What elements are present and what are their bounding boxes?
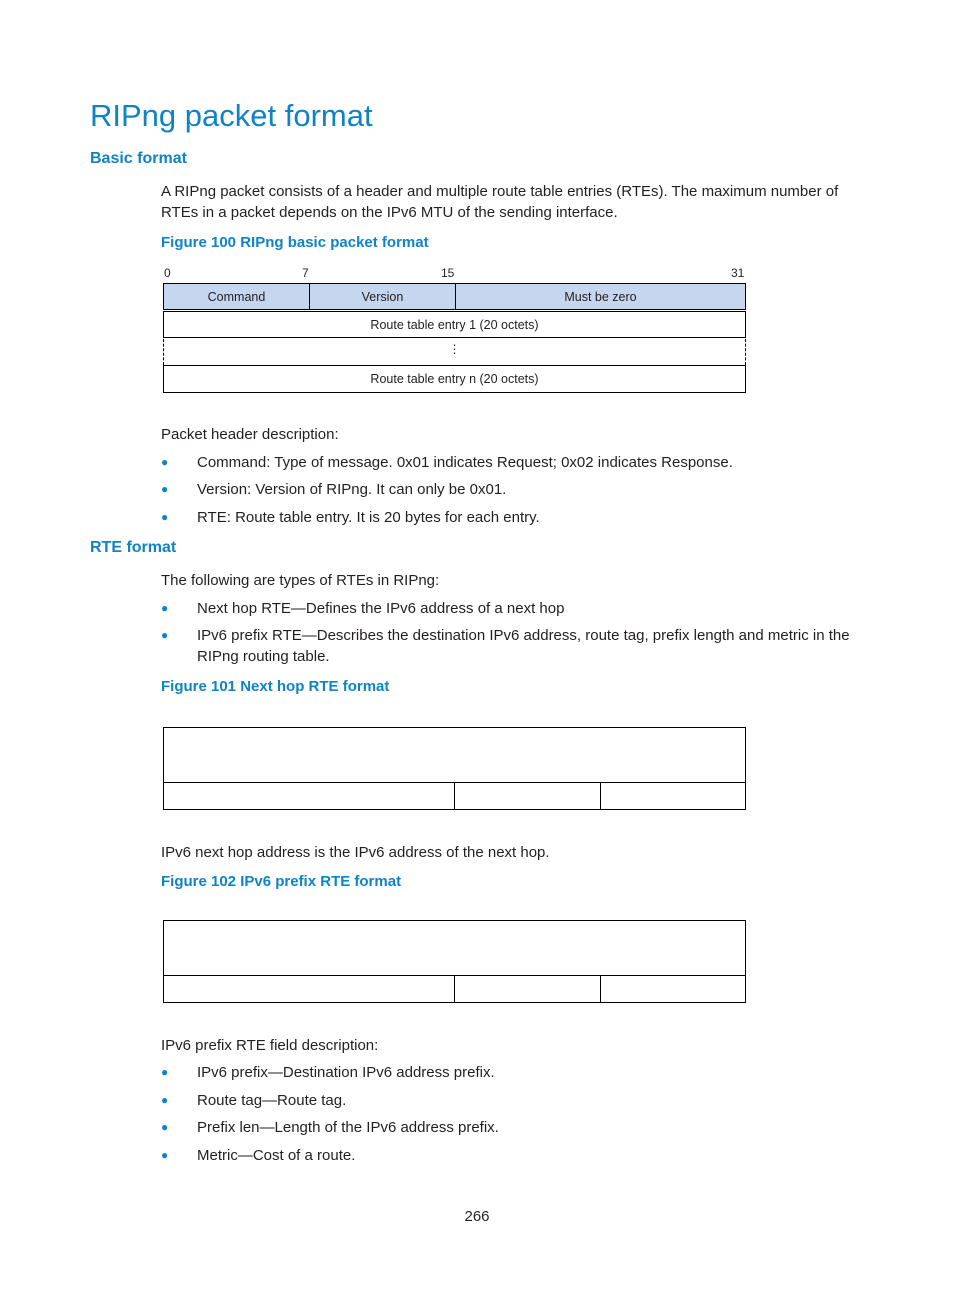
- reserved-field-1: [163, 782, 455, 810]
- route-table-entry-n: Route table entry n (20 octets): [163, 365, 746, 393]
- bit-label-15: 15: [441, 266, 455, 280]
- figure-100-caption: Figure 100 RIPng basic packet format: [161, 234, 429, 251]
- section-heading-basic-format: Basic format: [90, 150, 187, 167]
- bullet-icon: ●: [161, 1065, 169, 1079]
- bullet-icon: ●: [161, 455, 169, 469]
- ellipsis-vertical: ⋮: [448, 342, 461, 356]
- bit-label-7: 7: [302, 266, 309, 280]
- field-version: Version: [309, 283, 456, 310]
- bullet-icon: ●: [161, 482, 169, 496]
- metric-field: [600, 975, 746, 1003]
- bullet-icon: ●: [161, 601, 169, 615]
- route-table-entry-1: Route table entry 1 (20 octets): [163, 311, 746, 338]
- page-title: RIPng packet format: [90, 98, 373, 133]
- nexthop-address-field: [163, 727, 746, 783]
- bullet-icon: ●: [161, 1148, 169, 1162]
- basic-intro-paragraph: A RIPng packet consists of a header and multiple route table entries (RTEs). The maximum number of RTEs in a packet depends on the IPv6 MTU of the sending interface.: [161, 183, 839, 221]
- rte-intro-paragraph: The following are types of RTEs in RIPng:: [161, 572, 440, 589]
- route-tag-field: [163, 975, 455, 1003]
- figure-102-caption: Figure 102 IPv6 prefix RTE format: [161, 873, 402, 890]
- reserved-field-2: [454, 782, 601, 810]
- field-command: Command: [163, 283, 310, 310]
- prefix-rte-description-intro: IPv6 prefix RTE field description:: [161, 1037, 379, 1054]
- page-number: 266: [464, 1208, 490, 1225]
- ipv6-prefix-field: [163, 920, 746, 976]
- bit-label-0: 0: [164, 266, 171, 280]
- bullet-icon: ●: [161, 1120, 169, 1134]
- figure-101-caption: Figure 101 Next hop RTE format: [161, 678, 390, 695]
- nexthop-note: IPv6 next hop address is the IPv6 address of the next hop.: [161, 844, 550, 861]
- bit-label-31: 31: [731, 266, 745, 280]
- packet-header-description-intro: Packet header description:: [161, 426, 339, 443]
- prefix-len-field: [454, 975, 601, 1003]
- field-must-be-zero: Must be zero: [455, 283, 746, 310]
- bullet-icon: ●: [161, 628, 169, 642]
- bullet-icon: ●: [161, 510, 169, 524]
- section-heading-rte-format: RTE format: [90, 539, 177, 556]
- reserved-field-3: [600, 782, 746, 810]
- bullet-icon: ●: [161, 1093, 169, 1107]
